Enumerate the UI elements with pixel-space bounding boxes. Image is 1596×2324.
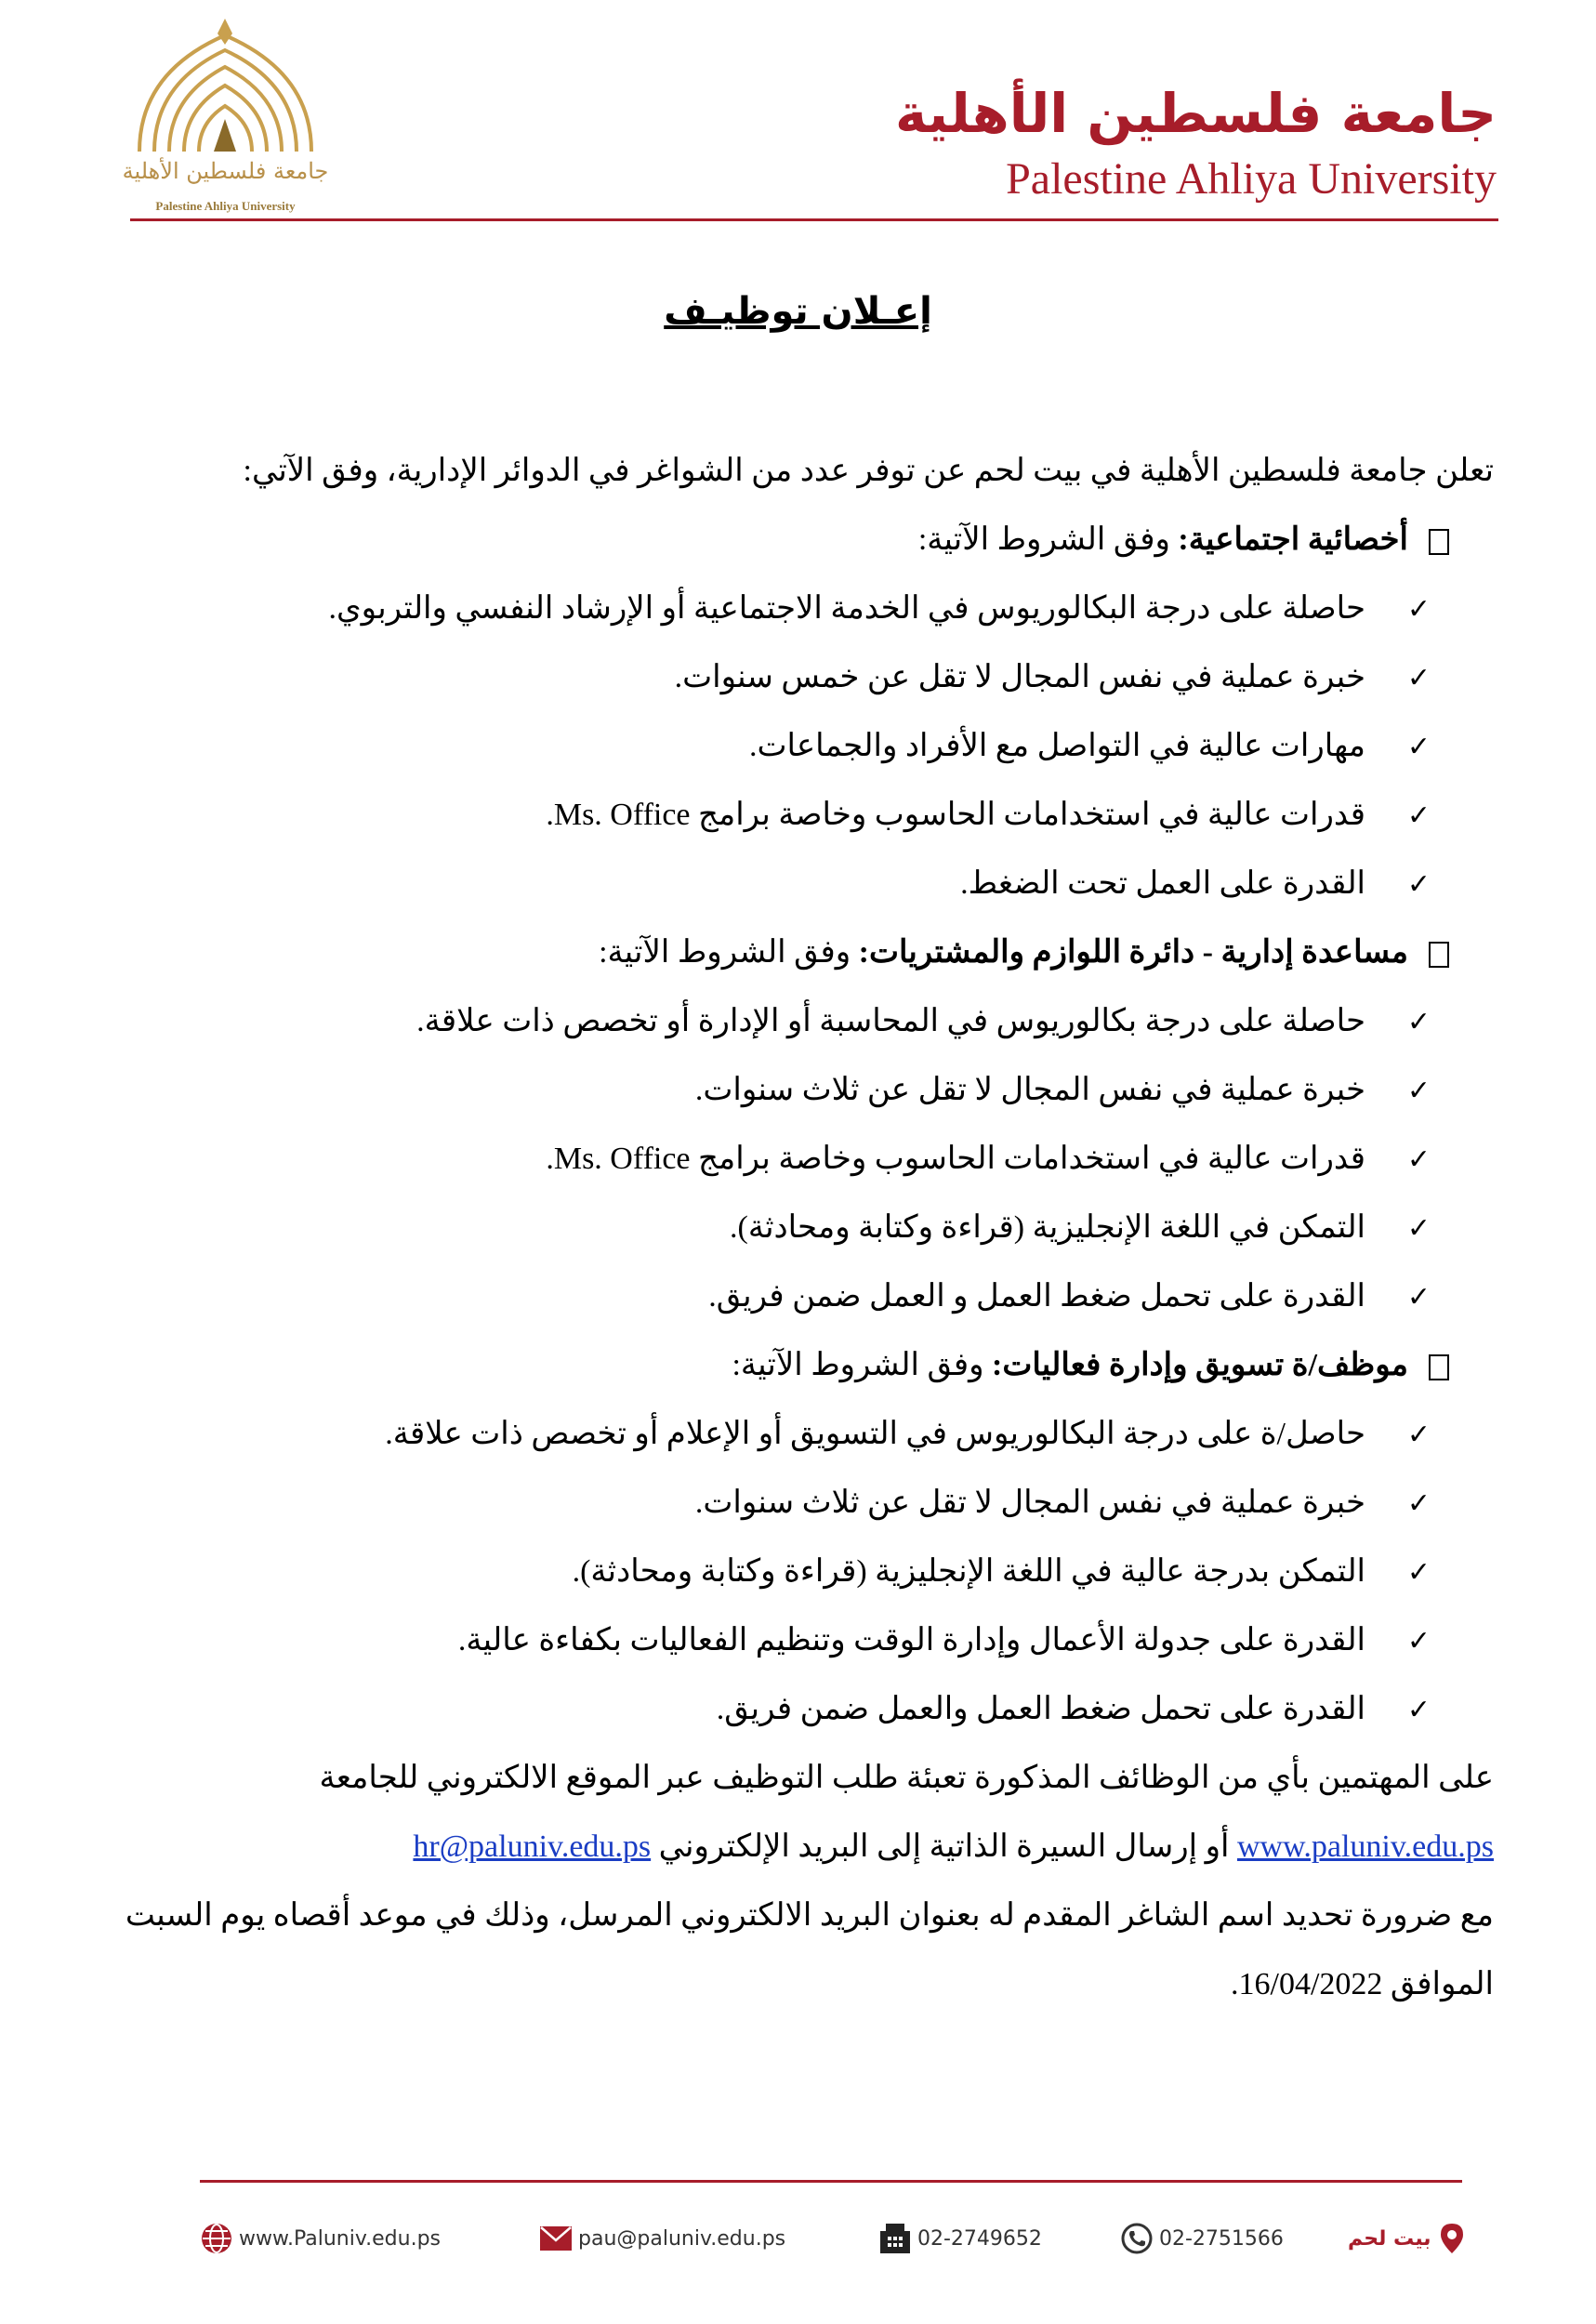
checkmark-icon: ✓ xyxy=(1406,662,1431,694)
section-heading xyxy=(139,1331,1494,1400)
list-item xyxy=(139,1538,1494,1606)
logo-caption-english: Palestine Ahliya University xyxy=(155,199,296,213)
list-item xyxy=(139,1675,1494,1744)
list-item-text: خبرة عملية في نفس المجال لا تقل عن ثلاث سنوات. xyxy=(694,1486,1365,1520)
list-item xyxy=(139,712,1494,781)
date-prefix: الموافق xyxy=(1382,1967,1494,2001)
list-item xyxy=(139,643,1494,712)
list-item-text: القدرة على تحمل ضغط العمل والعمل ضمن فريق. xyxy=(716,1692,1365,1726)
footer-location-text: بيت لحم xyxy=(1348,2226,1431,2251)
checkmark-icon: ✓ xyxy=(1406,799,1431,832)
list-item xyxy=(139,1056,1494,1125)
footer-phone xyxy=(1120,2215,1284,2262)
list-item-text: حاصلة على درجة البكالوريوس في الخدمة الاجتماعية أو الإرشاد النفسي والتربوي. xyxy=(328,591,1365,626)
section-title: موظف/ة تسويق وإدارة فعاليات: xyxy=(992,1348,1408,1382)
closing-line-3: مع ضرورة تحديد اسم الشاغر المقدم له بعنوان البريد الالكتروني المرسل، وذلك في موعد أقصاه يوم السبت xyxy=(125,1898,1494,1933)
email-link[interactable]: hr@paluniv.edu.ps xyxy=(413,1829,652,1864)
footer-website[interactable] xyxy=(200,2215,441,2262)
list-item-text: القدرة على تحمل ضغط العمل و العمل ضمن فريق. xyxy=(708,1279,1365,1314)
list-item xyxy=(139,1400,1494,1469)
section-heading xyxy=(139,918,1494,987)
website-link[interactable]: www.paluniv.edu.ps xyxy=(1236,1829,1494,1864)
footer-fax xyxy=(878,2215,1042,2262)
section-heading xyxy=(139,506,1494,574)
fax-icon xyxy=(878,2222,912,2255)
header-divider xyxy=(130,218,1498,221)
checkmark-icon: ✓ xyxy=(1406,1143,1431,1176)
list-item-text: قدرات عالية في استخدامات الحاسوب وخاصة برامج Ms. Office. xyxy=(546,798,1365,832)
phone-icon xyxy=(1120,2222,1154,2255)
deadline-date: 16/04/2022. xyxy=(1231,1967,1383,2001)
checkmark-icon: ✓ xyxy=(1406,731,1431,763)
university-name-arabic: جامعة فلسطين الأهلية xyxy=(894,82,1497,145)
closing-line-2 xyxy=(139,1813,1494,1882)
list-item-text: التمكن في اللغة الإنجليزية (قراءة وكتابة ومحادثة). xyxy=(730,1210,1365,1245)
closing-date-line xyxy=(139,1950,1494,2019)
section-tail: وفق الشروط الآتية: xyxy=(917,522,1179,557)
list-item xyxy=(139,1125,1494,1194)
checkmark-icon: ✓ xyxy=(1406,1281,1431,1314)
page-title: إعـلان توظيـف xyxy=(664,290,932,333)
footer-phone-text: 02-2751566 xyxy=(1159,2226,1284,2251)
checkmark-icon: ✓ xyxy=(1406,593,1431,626)
announcement-body xyxy=(125,437,1494,2019)
checkbox-icon xyxy=(1429,1354,1449,1380)
list-item xyxy=(139,1194,1494,1262)
section-tail: وفق الشروط الآتية: xyxy=(732,1348,993,1382)
list-item-text: حاصل/ة على درجة البكالوريوس في التسويق أو الإعلام أو تخصص ذات علاقة. xyxy=(385,1417,1365,1451)
list-item xyxy=(139,1606,1494,1675)
checkbox-icon xyxy=(1429,942,1449,968)
footer-website-text: www.Paluniv.edu.ps xyxy=(239,2226,441,2251)
list-item xyxy=(139,574,1494,643)
dome-emblem-icon xyxy=(121,17,330,156)
closing-middle-text: أو إرسال السيرة الذاتية إلى البريد الإلكتروني xyxy=(651,1829,1237,1864)
checkmark-icon: ✓ xyxy=(1406,1212,1431,1245)
footer-email[interactable] xyxy=(539,2215,785,2262)
section-title: مساعدة إدارية - دائرة اللوازم والمشتريات: xyxy=(858,935,1408,970)
list-item-text: خبرة عملية في نفس المجال لا تقل عن ثلاث سنوات. xyxy=(694,1073,1365,1107)
list-item xyxy=(139,850,1494,918)
checkmark-icon: ✓ xyxy=(1406,1075,1431,1107)
list-item-text: القدرة على العمل تحت الضغط. xyxy=(960,866,1365,901)
checkmark-icon: ✓ xyxy=(1406,1556,1431,1589)
footer-location xyxy=(1348,2215,1465,2262)
list-item-text: حاصلة على درجة بكالوريوس في المحاسبة أو الإدارة أو تخصص ذات علاقة. xyxy=(416,1004,1365,1038)
university-logo xyxy=(121,17,330,221)
list-item-text: قدرات عالية في استخدامات الحاسوب وخاصة برامج Ms. Office. xyxy=(546,1142,1365,1176)
footer-fax-text: 02-2749652 xyxy=(917,2226,1042,2251)
section-tail: وفق الشروط الآتية: xyxy=(599,935,859,970)
list-item-text: القدرة على جدولة الأعمال وإدارة الوقت وتنظيم الفعاليات بكفاءة عالية. xyxy=(457,1623,1365,1657)
checkmark-icon: ✓ xyxy=(1406,868,1431,901)
envelope-icon xyxy=(539,2225,573,2251)
list-item-text: التمكن بدرجة عالية في اللغة الإنجليزية (قراءة وكتابة ومحادثة). xyxy=(572,1554,1365,1589)
footer-divider xyxy=(200,2180,1462,2183)
globe-icon xyxy=(200,2222,233,2255)
list-item-text: مهارات عالية في التواصل مع الأفراد والجماعات. xyxy=(749,729,1365,763)
logo-caption-arabic: جامعة فلسطين الأهلية xyxy=(122,158,329,184)
closing-line-1: على المهتمين بأي من الوظائف المذكورة تعبئة طلب التوظيف عبر الموقع الالكتروني للجامعة xyxy=(319,1761,1494,1795)
list-item-text: خبرة عملية في نفس المجال لا تقل عن خمس سنوات. xyxy=(674,660,1365,694)
university-name-english: Palestine Ahliya University xyxy=(1006,154,1497,204)
checkmark-icon: ✓ xyxy=(1406,1625,1431,1657)
location-pin-icon xyxy=(1439,2222,1465,2255)
list-item xyxy=(139,1262,1494,1331)
footer-email-text: pau@paluniv.edu.ps xyxy=(578,2226,786,2251)
list-item xyxy=(139,781,1494,850)
intro-text: تعلن جامعة فلسطين الأهلية في بيت لحم عن توفر عدد من الشواغر في الدوائر الإدارية، وفق الآتي: xyxy=(243,454,1494,488)
checkmark-icon: ✓ xyxy=(1406,1694,1431,1726)
checkmark-icon: ✓ xyxy=(1406,1419,1431,1451)
list-item xyxy=(139,1469,1494,1538)
list-item xyxy=(139,987,1494,1056)
section-title: أخصائية اجتماعية: xyxy=(1178,522,1408,557)
checkmark-icon: ✓ xyxy=(1406,1006,1431,1038)
checkbox-icon xyxy=(1429,529,1449,555)
checkmark-icon: ✓ xyxy=(1406,1487,1431,1520)
